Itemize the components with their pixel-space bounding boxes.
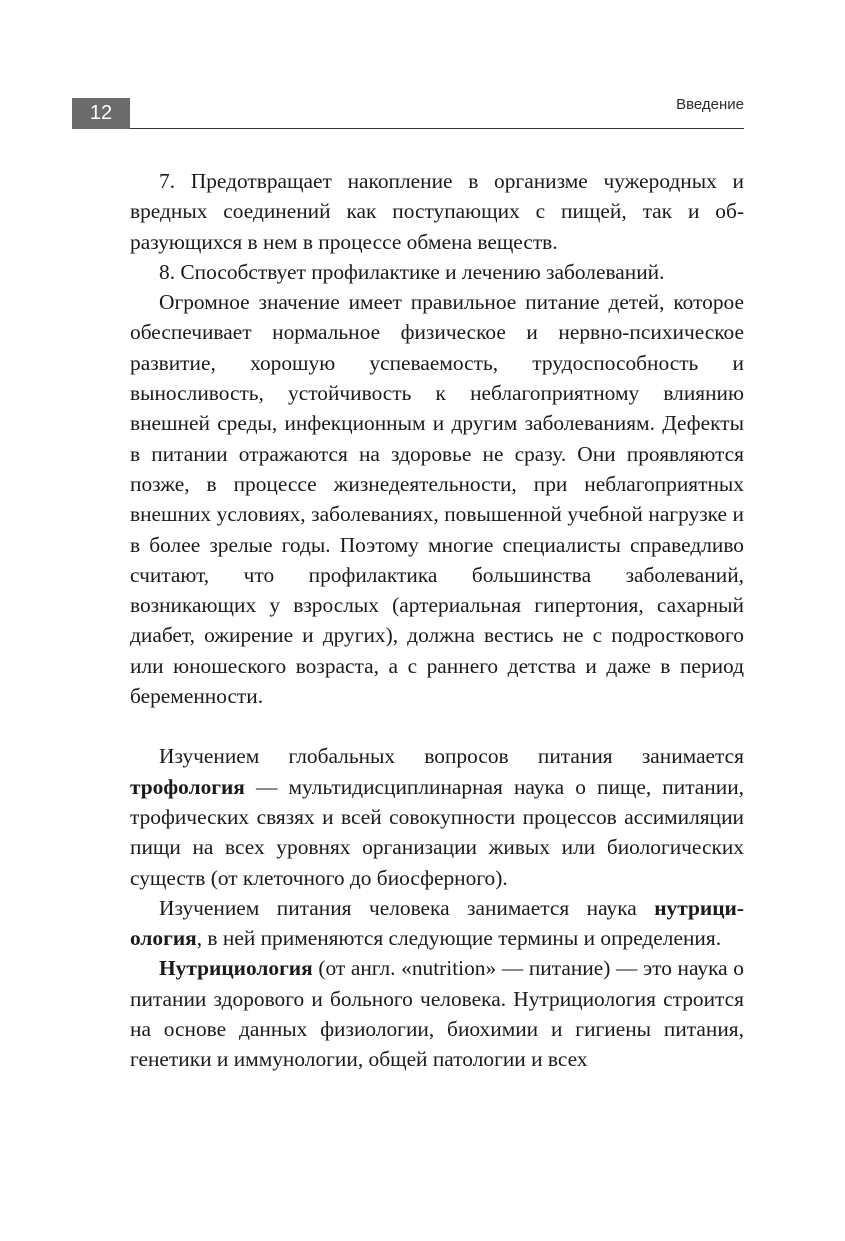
paragraph-nutriciology-definition [130,953,744,1074]
term-nutriciology: нутрициология [130,895,744,951]
text-run: Изучением питания человека занимается наука [159,895,655,920]
header-rule [130,128,744,129]
page-body [130,166,744,1075]
paragraph-child-nutrition: Огромное значение имеет правильное питание детей, которое обеспечивает нормальное физическое и нервно-психическое развитие, хорошую успеваемость, трудоспособность и выносливость, устойчивость к неблагоприятному влиянию внешней среды, инфекционным и другим заболеваниям. Дефекты в питании отражаются на здоровье не сразу. Они проявляются позже, в процессе жизнедеятельности, при неблагоприятных внешних условиях, заболеваниях, повышенной учебной нагрузке и в более зрелые годы. Поэтому многие специалисты справедливо считают, что профилактика большинства заболеваний, возникающих у взрослых (артериальная гипертония, сахарный диабет, ожирение и других), должна вестись не с подросткового или юношеского возраста, а с раннего детства и даже в период беременности. [130,290,744,709]
text-run: Изучением глобальных вопросов питания занимается [159,744,744,769]
text-run: — мультидисциплинарная наука о пище, питании, трофических связях и всей совокупности процессов ассимиляции пищи на всех уровнях организации живых или биологических существ (от клеточного до биосферного). [130,774,744,890]
page-number: 12 [72,98,130,129]
term-nutriciology-definition: Нутрициология [159,956,313,981]
term-trophology: трофология [130,774,245,799]
page-header [72,96,744,129]
paragraph-item-7: 7. Предотвращает накопление в организме чужеродных и вредных соединений как поступающих с пищей, так и образующихся в нем в процессе обмена веществ. [130,169,744,254]
paragraph-nutriciology-intro [130,893,744,954]
paragraph-trophology [130,741,744,892]
paragraph-item-8: 8. Способствует профилактике и лечению заболеваний. [159,259,665,284]
text-run: , в ней применяются следующие термины и определения. [196,926,722,951]
running-title: Введение [676,96,744,113]
text-run: (от англ. «nutrition» — питание) — это наука о питании здорового и больного человека. Нутрициология строится на основе данных физиологии, биохимии и гигиены питания, генетики и иммунологии, общей патологии и всех [130,956,744,1072]
